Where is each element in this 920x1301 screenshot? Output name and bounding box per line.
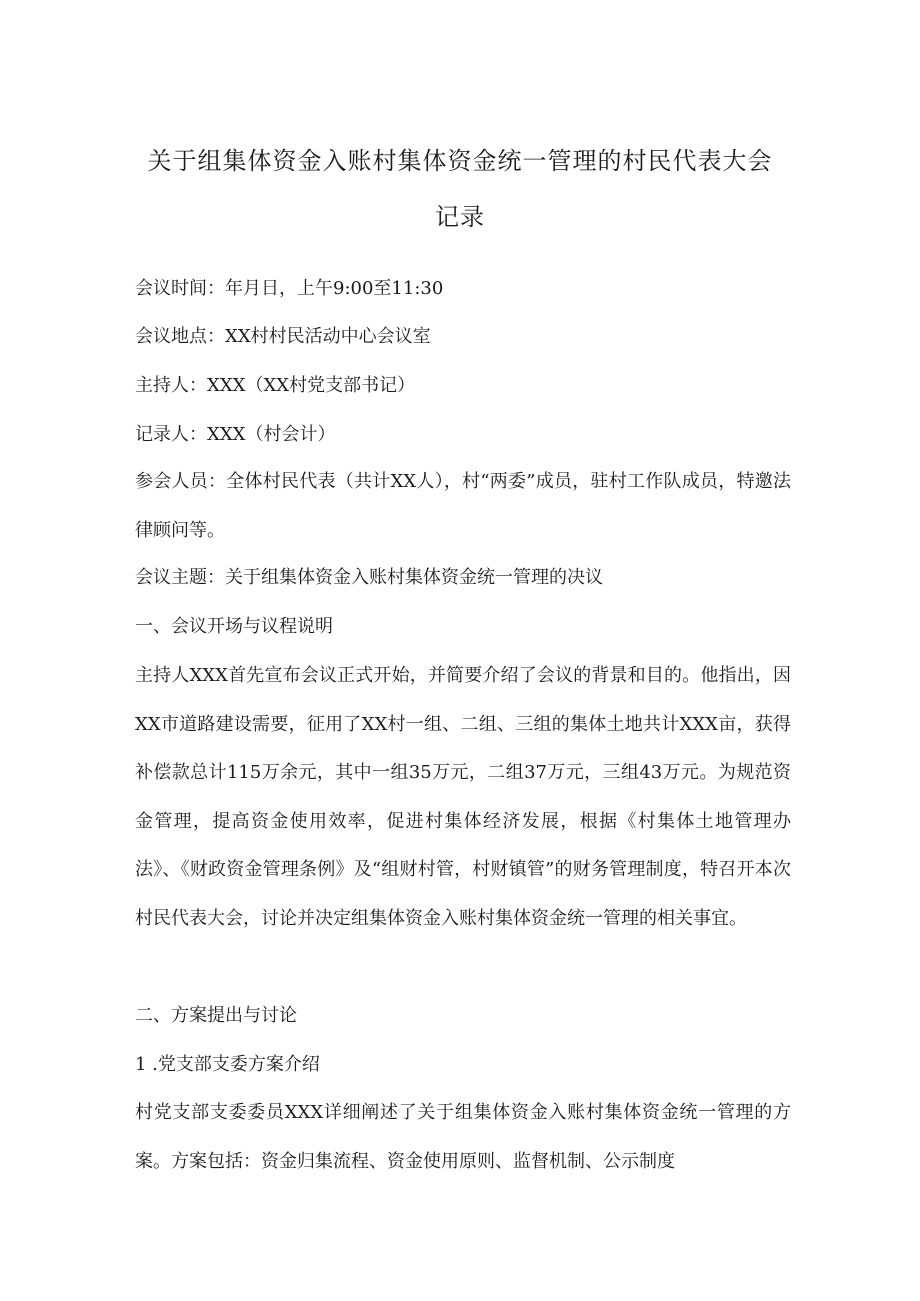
section-1-body: 主持人XXX首先宣布会议正式开始，并简要介绍了会议的背景和目的。他指出，因XX市道路建设需要，征用了XX村一组、二组、三组的集体土地共计XXX亩，获得补偿款总计115万余元，其中一组35万元，二组37万元，三组43万元。为规范资金管理，提高资金使用效率，促进村集体经济发展，根据《村集体土地管理办法》、《财政资金管理条例》及“组财村管，村财镇管”的财务管理制度，特召开本次村民代表大会，讨论并决定组集体资金入账村集体资金统一管理的相关事宜。 xyxy=(135,665,791,929)
meeting-host: 主持人：XXX（XX村党支部书记） xyxy=(135,375,416,396)
section-2-sub-1-body: 村党支部支委委员XXX详细阐述了关于组集体资金入账村集体资金统一管理的方案。方案包括：资金归集流程、资金使用原则、监督机制、公示制度 xyxy=(135,1102,791,1172)
meeting-attendees: 参会人员：全体村民代表（共计XX人），村“两委”成员，驻村工作队成员，特邀法律顾问等。 xyxy=(135,471,791,541)
document-title-line-2: 记录 xyxy=(435,203,485,231)
section-1-heading: 一、会议开场与议程说明 xyxy=(135,616,333,637)
meeting-topic: 会议主题：关于组集体资金入账村集体资金统一管理的决议 xyxy=(135,567,603,588)
meeting-place: 会议地点：XX村村民活动中心会议室 xyxy=(135,326,431,347)
meeting-recorder: 记录人：XXX（村会计） xyxy=(135,424,336,445)
document-title-line-1: 关于组集体资金入账村集体资金统一管理的村民代表大会 xyxy=(147,147,773,175)
section-2-heading: 二、方案提出与讨论 xyxy=(135,1005,297,1026)
meeting-time: 会议时间：年月日，上午9:00至11:30 xyxy=(135,278,444,299)
section-2-sub-1-heading: 1 .党支部支委方案介绍 xyxy=(135,1054,320,1075)
